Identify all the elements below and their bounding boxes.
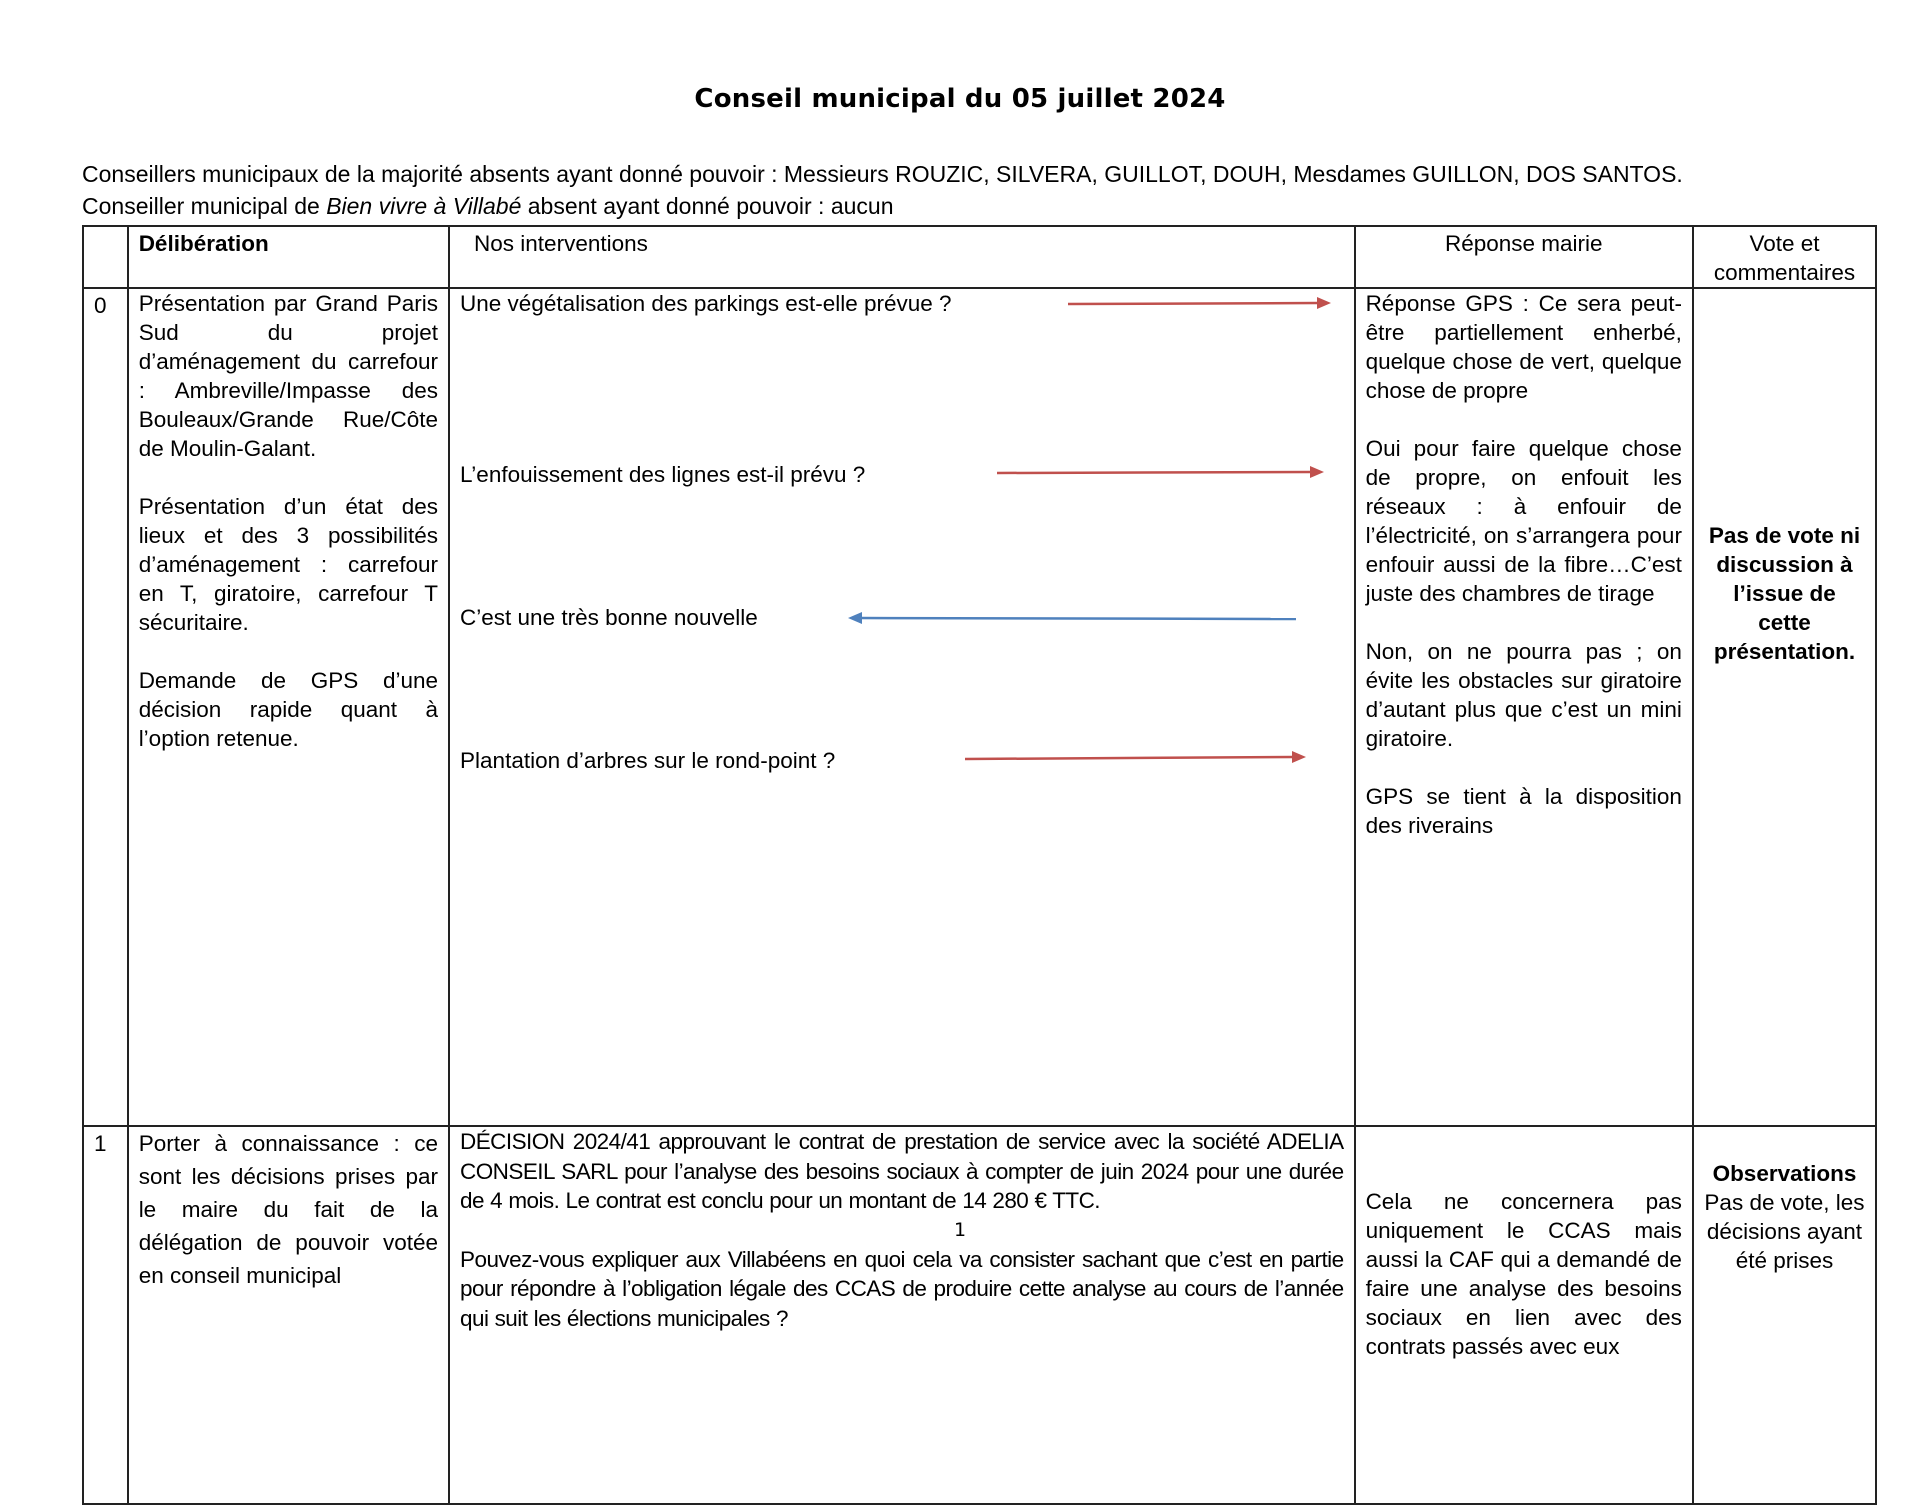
row-number: 0 xyxy=(83,288,128,1126)
deliberation-paragraph: Présentation par Grand Paris Sud du projet d’aménagement du carrefour : Ambreville/Impasse des Bouleaux/Grande Rue/Côte de Moulin-Galant. xyxy=(138,291,439,461)
vote-heading: Observations xyxy=(1712,1161,1857,1186)
intervention-question: L’enfouissement des lignes est-il prévu ? xyxy=(460,462,866,487)
table-row xyxy=(83,288,1876,1126)
deliberation-paragraph: Demande de GPS d’une décision rapide quant à l’option retenue. xyxy=(138,668,439,751)
page-number: 1 xyxy=(953,1219,967,1241)
vote-comment: Pas de vote, les décisions ayant été prises xyxy=(1704,1190,1865,1273)
table-header-row xyxy=(83,226,1876,288)
reponse-paragraph: Non, on ne pourra pas ; on évite les obstacles sur giratoire d’autant plus que c’est un mini giratoire. xyxy=(1365,639,1682,751)
absents-opposition-prefix: Conseiller municipal de xyxy=(82,193,327,219)
vote-cell: Pas de vote ni discussion à l’issue de cette présentation. xyxy=(1693,288,1876,1126)
reponse-mairie-cell: Cela ne concernera pas uniquement le CCAS mais aussi la CAF qui a demandé de faire une analyse des besoins sociaux en lien avec des contrats passés avec eux xyxy=(1355,1126,1693,1504)
header-reponse-mairie: Réponse mairie xyxy=(1355,226,1693,288)
minutes-table xyxy=(82,225,1877,1505)
absents-opposition-suffix: absent ayant donné pouvoir : aucun xyxy=(521,193,894,219)
arrow-right-icon xyxy=(1068,296,1333,312)
intervention-statement: C’est une très bonne nouvelle xyxy=(460,605,758,630)
interventions-cell xyxy=(449,1126,1355,1504)
reponse-paragraph: Oui pour faire quelque chose de propre, on enfouit les réseaux : à enfouir de l’électricité, on s’arrangera pour enfouir aussi de la fibre…C’est juste des chambres de tirage xyxy=(1365,436,1682,606)
header-vote-commentaires: Vote et commentaires xyxy=(1693,226,1876,288)
intervention-paragraph: DÉCISION 2024/41 approuvant le contrat de prestation de service avec la société ADELIA CONSEIL SARL pour l’analyse des besoins sociaux à compter de juin 2024 pour une durée de 4 mois. Le contrat est conclu pour un montant de 14 280 € TTC. xyxy=(460,1129,1344,1213)
absents-majority-line: Conseillers municipaux de la majorité absents ayant donné pouvoir : Messieurs ROUZIC, SILVERA, GUILLOT, DOUH, Mesdames GUILLON, DOS SANTOS. xyxy=(82,161,1683,187)
deliberation-paragraph: Présentation d’un état des lieux et des 3 possibilités d’aménagement : carrefour en T, giratoire, carrefour T sécuritaire. xyxy=(138,494,439,635)
header-number xyxy=(83,226,128,288)
page-title: Conseil municipal du 05 juillet 2024 xyxy=(694,84,1226,114)
header-interventions: Nos interventions xyxy=(449,226,1355,288)
arrow-right-icon xyxy=(965,750,1310,766)
vote-cell xyxy=(1693,1126,1876,1504)
intervention-question: Une végétalisation des parkings est-elle prévue ? xyxy=(460,291,952,316)
header-deliberation: Délibération xyxy=(128,226,449,288)
absents-opposition-line xyxy=(82,191,894,221)
arrow-right-icon xyxy=(997,465,1327,481)
opposition-group-name: Bien vivre à Villabé xyxy=(326,193,522,219)
reponse-mairie-cell xyxy=(1355,288,1693,1126)
table-row xyxy=(83,1126,1876,1504)
row-number: 1 xyxy=(83,1126,128,1504)
interventions-cell xyxy=(449,288,1355,1126)
intervention-question: Plantation d’arbres sur le rond-point ? xyxy=(460,748,836,773)
intervention-question: Pouvez-vous expliquer aux Villabéens en quoi cela va consister sachant que c’est en partie pour répondre à l’obligation légale des CCAS de produire cette analyse au cours de l’année qui suit les élections municipales ? xyxy=(460,1246,1344,1331)
reponse-paragraph: GPS se tient à la disposition des riverains xyxy=(1365,784,1682,838)
arrow-left-icon xyxy=(848,611,1298,627)
reponse-paragraph: Réponse GPS : Ce sera peut-être partiellement enherbé, quelque chose de vert, quelque chose de propre xyxy=(1365,291,1682,403)
deliberation-cell: Porter à connaissance : ce sont les décisions prises par le maire du fait de la délégation de pouvoir votée en conseil municipal xyxy=(128,1126,449,1504)
deliberation-cell xyxy=(128,288,449,1126)
